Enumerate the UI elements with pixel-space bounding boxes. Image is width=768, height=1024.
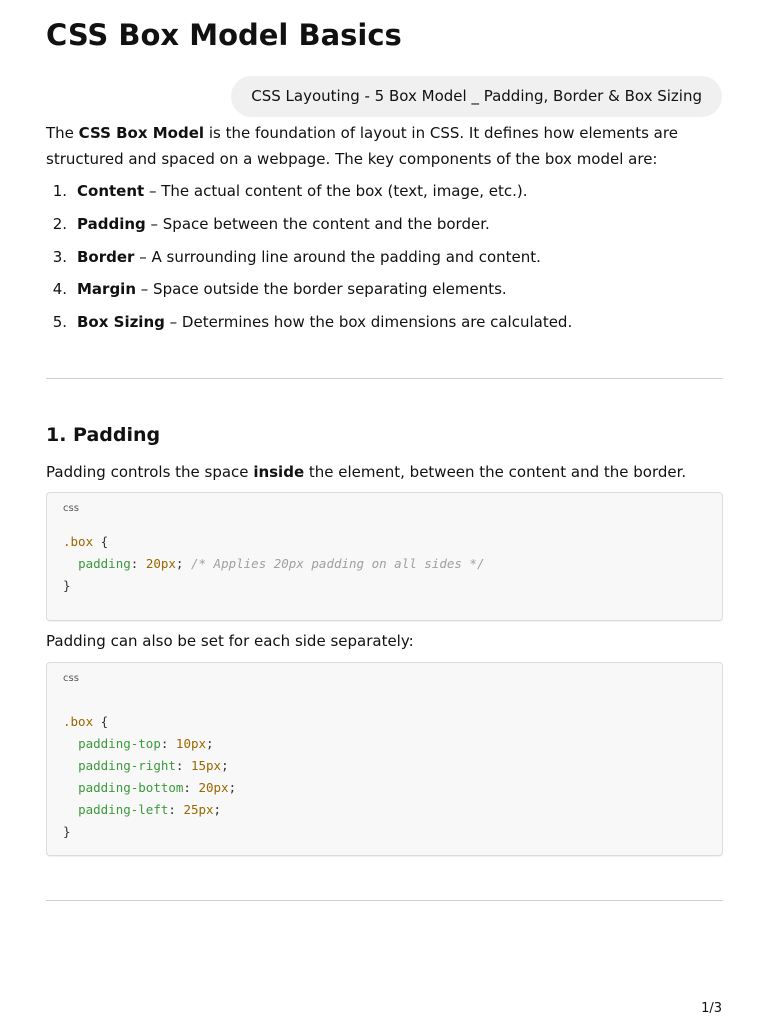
document-title-pill: CSS Layouting - 5 Box Model _ Padding, Border & Box Sizing bbox=[231, 76, 722, 117]
list-description: – Space outside the border separating elements. bbox=[136, 280, 507, 299]
code-brace-open: { bbox=[93, 534, 109, 549]
code-content[interactable] bbox=[63, 531, 484, 597]
code-property: padding-left bbox=[78, 802, 169, 817]
list-term: Border bbox=[77, 247, 135, 266]
list-item bbox=[46, 309, 726, 342]
list-term: Box Sizing bbox=[77, 313, 165, 332]
code-value: 10px bbox=[175, 736, 207, 751]
list-number: 4. bbox=[52, 280, 67, 299]
box-model-components-list bbox=[46, 178, 726, 342]
list-item bbox=[46, 276, 726, 309]
list-description: – Space between the content and the border. bbox=[145, 214, 490, 233]
padding-text-start: Padding controls the space bbox=[46, 463, 254, 481]
list-description: – The actual content of the box (text, image, etc.). bbox=[144, 182, 528, 200]
list-term: Margin bbox=[77, 280, 137, 299]
code-value: 20px bbox=[198, 780, 229, 795]
code-selector: .box bbox=[63, 714, 94, 729]
intro-paragraph bbox=[46, 120, 726, 172]
section-heading-padding: 1. Padding bbox=[46, 424, 161, 446]
code-content[interactable]: .box { padding-top: 10px; padding-right: 15px; padding-bottom: 20px; padding-left: 25px; } bbox=[63, 714, 237, 839]
code-brace-open: { bbox=[93, 714, 109, 729]
page-number: 1/3 bbox=[701, 1001, 722, 1016]
code-value: 15px bbox=[190, 758, 222, 773]
list-item bbox=[46, 211, 726, 244]
padding-text-end: the element, between the content and the border. bbox=[304, 463, 687, 481]
intro-text-start: The bbox=[46, 124, 79, 142]
list-number: 1. bbox=[52, 182, 67, 200]
code-brace-close: } bbox=[63, 578, 71, 593]
code-block-padding-shorthand[interactable] bbox=[46, 492, 723, 621]
code-selector: .box bbox=[63, 534, 94, 549]
list-description: – A surrounding line around the padding and content. bbox=[134, 247, 541, 266]
code-comment: /* Applies 20px padding on all sides */ bbox=[183, 556, 485, 571]
code-colon: : bbox=[130, 556, 146, 571]
padding-bold-term: inside bbox=[253, 463, 305, 481]
list-number: 3. bbox=[52, 247, 67, 266]
intro-text-end: is the foundation of layout in CSS. It defines how elements are structured and spaced on a webpage. The key components of the box model are: bbox=[46, 124, 678, 168]
list-term: Padding bbox=[77, 214, 146, 233]
code-value: 20px bbox=[145, 556, 176, 571]
code-language-label: css bbox=[63, 673, 79, 684]
list-item bbox=[46, 178, 726, 211]
list-number: 2. bbox=[52, 214, 67, 233]
code-brace-close: } bbox=[63, 824, 71, 839]
section-divider bbox=[46, 900, 723, 901]
code-property: padding bbox=[78, 556, 131, 571]
list-term: Content bbox=[77, 182, 145, 200]
code-semicolon: ; bbox=[175, 556, 184, 571]
code-property: padding-right bbox=[78, 758, 176, 773]
code-property: padding-bottom bbox=[78, 780, 184, 795]
code-block-padding-sides[interactable] bbox=[46, 662, 723, 856]
code-value: 25px bbox=[183, 802, 214, 817]
code-property: padding-top bbox=[78, 736, 161, 751]
intro-bold-term: CSS Box Model bbox=[78, 124, 205, 142]
padding-description bbox=[46, 460, 686, 484]
page-title: CSS Box Model Basics bbox=[46, 18, 402, 52]
list-number: 5. bbox=[52, 313, 67, 332]
list-item bbox=[46, 244, 726, 277]
code-language-label: css bbox=[63, 503, 79, 514]
list-description: – Determines how the box dimensions are calculated. bbox=[164, 313, 573, 332]
padding-sides-description: Padding can also be set for each side separately: bbox=[46, 632, 414, 650]
section-divider bbox=[46, 378, 723, 379]
